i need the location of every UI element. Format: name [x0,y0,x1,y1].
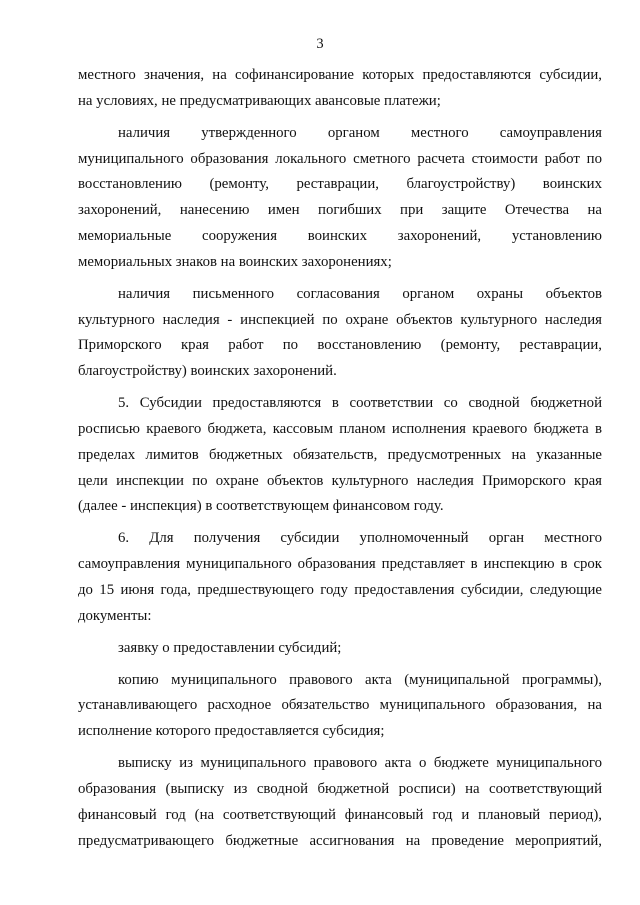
text-line: мемориальных знаков на воинских захоронениях; [78,253,392,270]
text-line: документы: [78,607,152,624]
text-line: до 15 июня года, предшествующего году предоставления субсидии, следующие [78,581,602,598]
text-line: на условиях, не предусматривающих авансовые платежи; [78,92,441,109]
text-line: 6. Для получения субсидии уполномоченный орган местного [118,530,602,547]
document-body [78,63,602,854]
text-line: восстановлению (ремонту, реставрации, благоустройству) воинских [78,176,602,193]
paragraph [78,668,602,745]
text-line: выписку из муниципального правового акта о бюджете муниципального [118,755,602,772]
text-line: пределах лимитов бюджетных обязательств, предусмотренных на указанные [78,446,602,463]
text-line: муниципального образования локального сметного расчета стоимости работ по [78,150,602,167]
paragraph [78,526,602,629]
text-line: заявку о предоставлении субсидий; [118,639,342,656]
text-line: местного значения, на софинансирование которых предоставляются субсидии, [78,67,602,83]
text-line: цели инспекции по охране объектов культурного наследия Приморского края [78,472,602,489]
text-line: 5. Субсидии предоставляются в соответствии со сводной бюджетной [118,395,602,412]
text-line: финансовый год (на соответствующий финансовый год и плановый период), [78,806,602,823]
text-line: предусматривающего бюджетные ассигнования на проведение мероприятий, [78,832,602,849]
text-line: культурного наследия - инспекцией по охране объектов культурного наследия [78,311,602,328]
text-line: устанавливающего расходное обязательство муниципального образования, на [78,697,602,714]
text-line: росписью краевого бюджета, кассовым планом исполнения краевого бюджета в [78,420,602,437]
paragraph [78,121,602,276]
text-line: копию муниципального правового акта (муниципальной программы), [118,671,602,688]
text-line: Приморского края работ по восстановлению (ремонту, реставрации, [78,337,602,354]
text-line: захоронений, нанесению имен погибших при защите Отечества на [78,202,602,219]
paragraph [78,636,602,662]
text-line: образования (выписку из сводной бюджетной росписи) на соответствующий [78,781,602,798]
text-line: самоуправления муниципального образования представляет в инспекцию в срок [78,556,602,573]
paragraph [78,751,602,854]
text-line: наличия письменного согласования органом охраны объектов [118,285,602,302]
text-line: исполнение которого предоставляется субсидия; [78,723,385,740]
paragraph [78,282,602,385]
text-line: наличия утвержденного органом местного самоуправления [118,124,602,141]
paragraph [78,63,602,115]
page-number: 3 [316,36,324,52]
text-line: (далее - инспекция) в соответствующем финансовом году. [78,498,444,515]
paragraph [78,391,602,520]
text-line: благоустройству) воинских захоронений. [78,363,337,380]
text-line: мемориальные сооружения воинских захоронений, установлению [78,227,602,244]
